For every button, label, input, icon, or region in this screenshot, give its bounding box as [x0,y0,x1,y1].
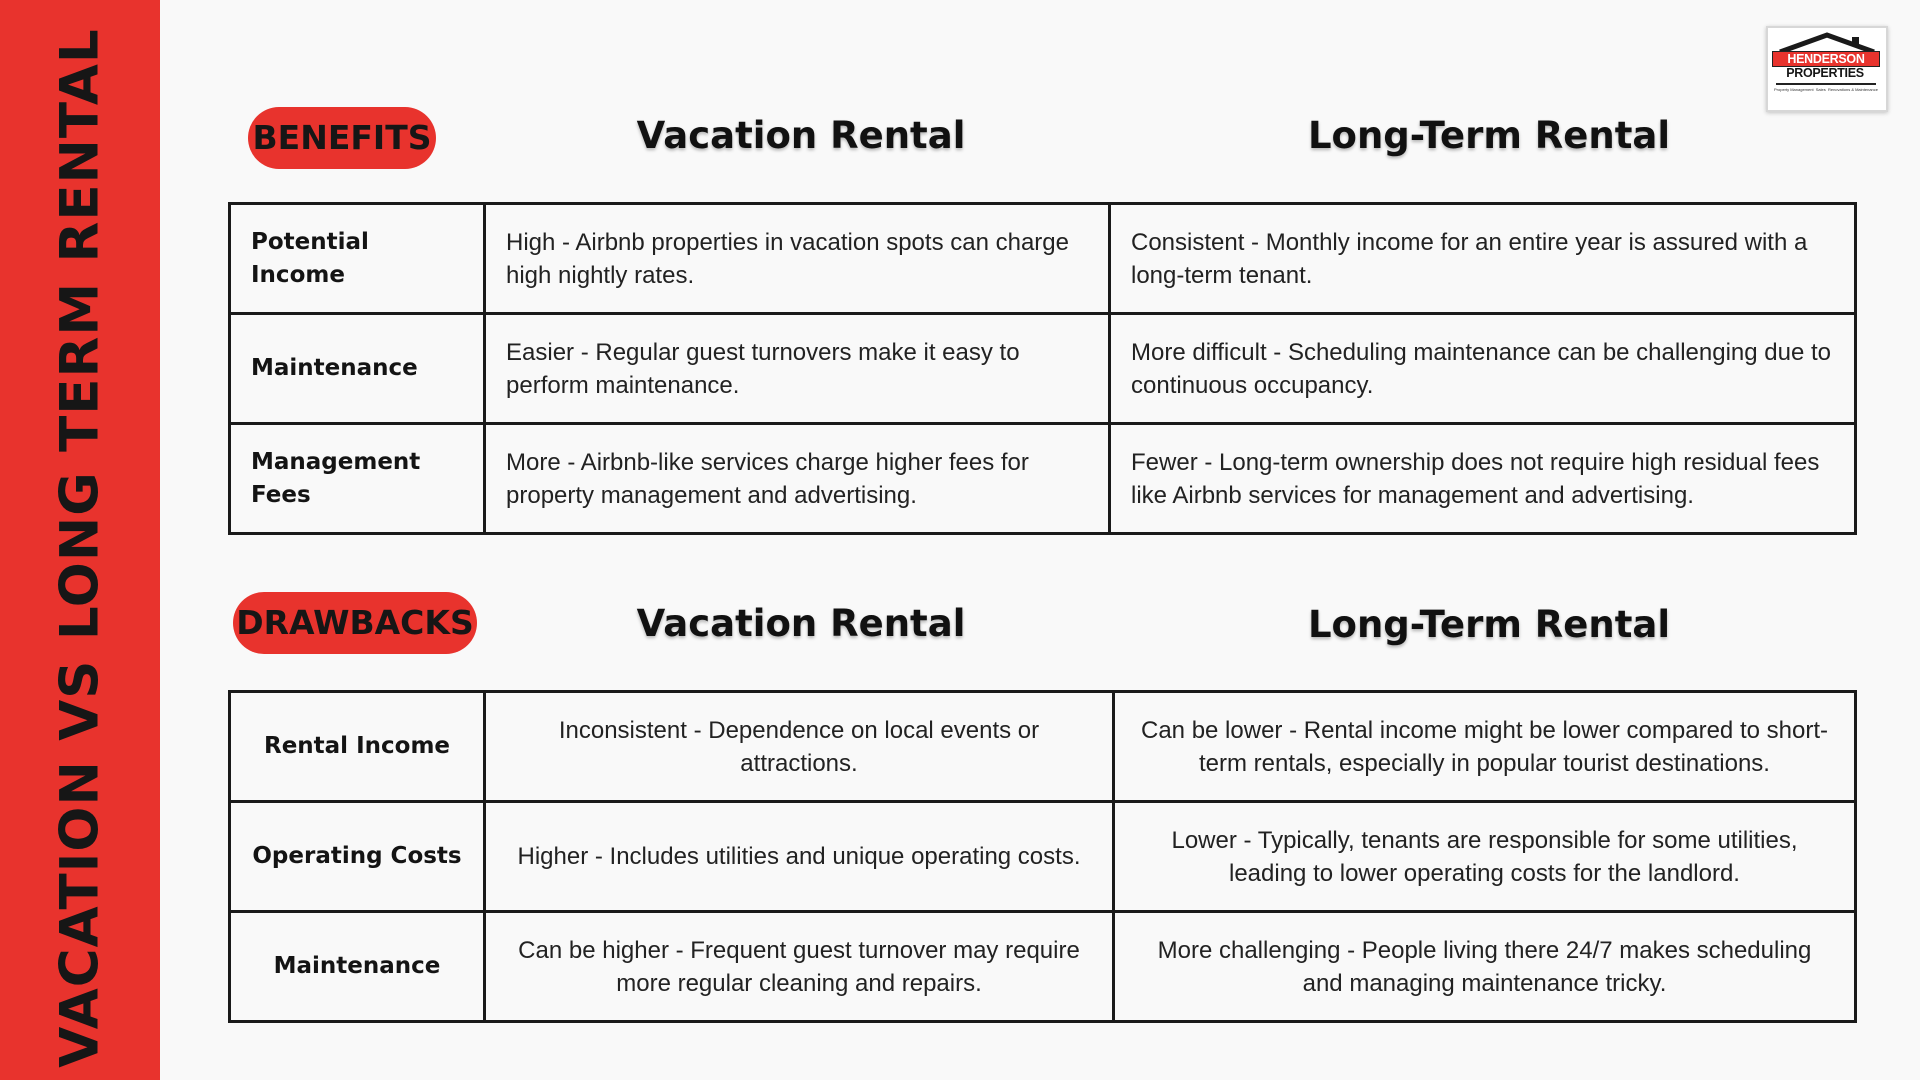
vacation-cell: Higher - Includes utilities and unique operating costs. [485,802,1114,912]
row-label: Management Fees [230,424,485,534]
logo-service: Renovations & Maintenance [1827,87,1878,92]
long-term-cell: Lower - Typically, tenants are responsible for some utilities, leading to lower operating costs for the landlord. [1114,802,1856,912]
table-row [230,802,1856,912]
table-row [230,424,1856,534]
benefits-badge: BENEFITS [248,107,436,169]
vacation-cell: More - Airbnb-like services charge higher fees for property management and advertising. [485,424,1110,534]
henderson-properties-logo [1766,26,1888,112]
long-term-cell: Fewer - Long-term ownership does not require high residual fees like Airbnb services for management and advertising. [1110,424,1856,534]
logo-sub: PROPERTIES [1786,66,1864,80]
logo-name: HENDERSON [1772,51,1880,67]
table-row [230,204,1856,314]
drawbacks-table [228,690,1857,1023]
row-label: Operating Costs [230,802,485,912]
logo-service: Property Management [1774,87,1814,92]
long-term-cell: More difficult - Scheduling maintenance can be challenging due to continuous occupancy. [1110,314,1856,424]
vacation-cell: Can be higher - Frequent guest turnover may require more regular cleaning and repairs. [485,912,1114,1022]
vacation-cell: High - Airbnb properties in vacation spots can charge high nightly rates. [485,204,1110,314]
table-row [230,912,1856,1022]
long-term-cell: Consistent - Monthly income for an entire year is assured with a long-term tenant. [1110,204,1856,314]
drawbacks-badge: DRAWBACKS [233,592,477,654]
table-row [230,692,1856,802]
long-term-cell: Can be lower - Rental income might be lower compared to short-term rentals, especially in popular tourist destinations. [1114,692,1856,802]
benefits-long-term-heading: Long-Term Rental [1307,114,1671,157]
row-label: Rental Income [230,692,485,802]
logo-service: Sales [1815,87,1826,92]
vacation-cell: Inconsistent - Dependence on local events or attractions. [485,692,1114,802]
vacation-cell: Easier - Regular guest turnovers make it easy to perform maintenance. [485,314,1110,424]
long-term-cell: More challenging - People living there 24/7 makes scheduling and managing maintenance tricky. [1114,912,1856,1022]
logo-divider [1776,83,1876,85]
row-label: Maintenance [230,314,485,424]
logo-services [1774,87,1878,92]
table-row [230,314,1856,424]
row-label: Maintenance [230,912,485,1022]
side-title: VACATION VS LONG TERM RENTAL [49,28,111,1068]
drawbacks-long-term-heading: Long-Term Rental [1307,603,1671,646]
benefits-table [228,202,1857,535]
benefits-vacation-heading: Vacation Rental [636,114,966,157]
row-label: Potential Income [230,204,485,314]
drawbacks-vacation-heading: Vacation Rental [636,602,966,645]
sidebar-band [0,0,160,1080]
